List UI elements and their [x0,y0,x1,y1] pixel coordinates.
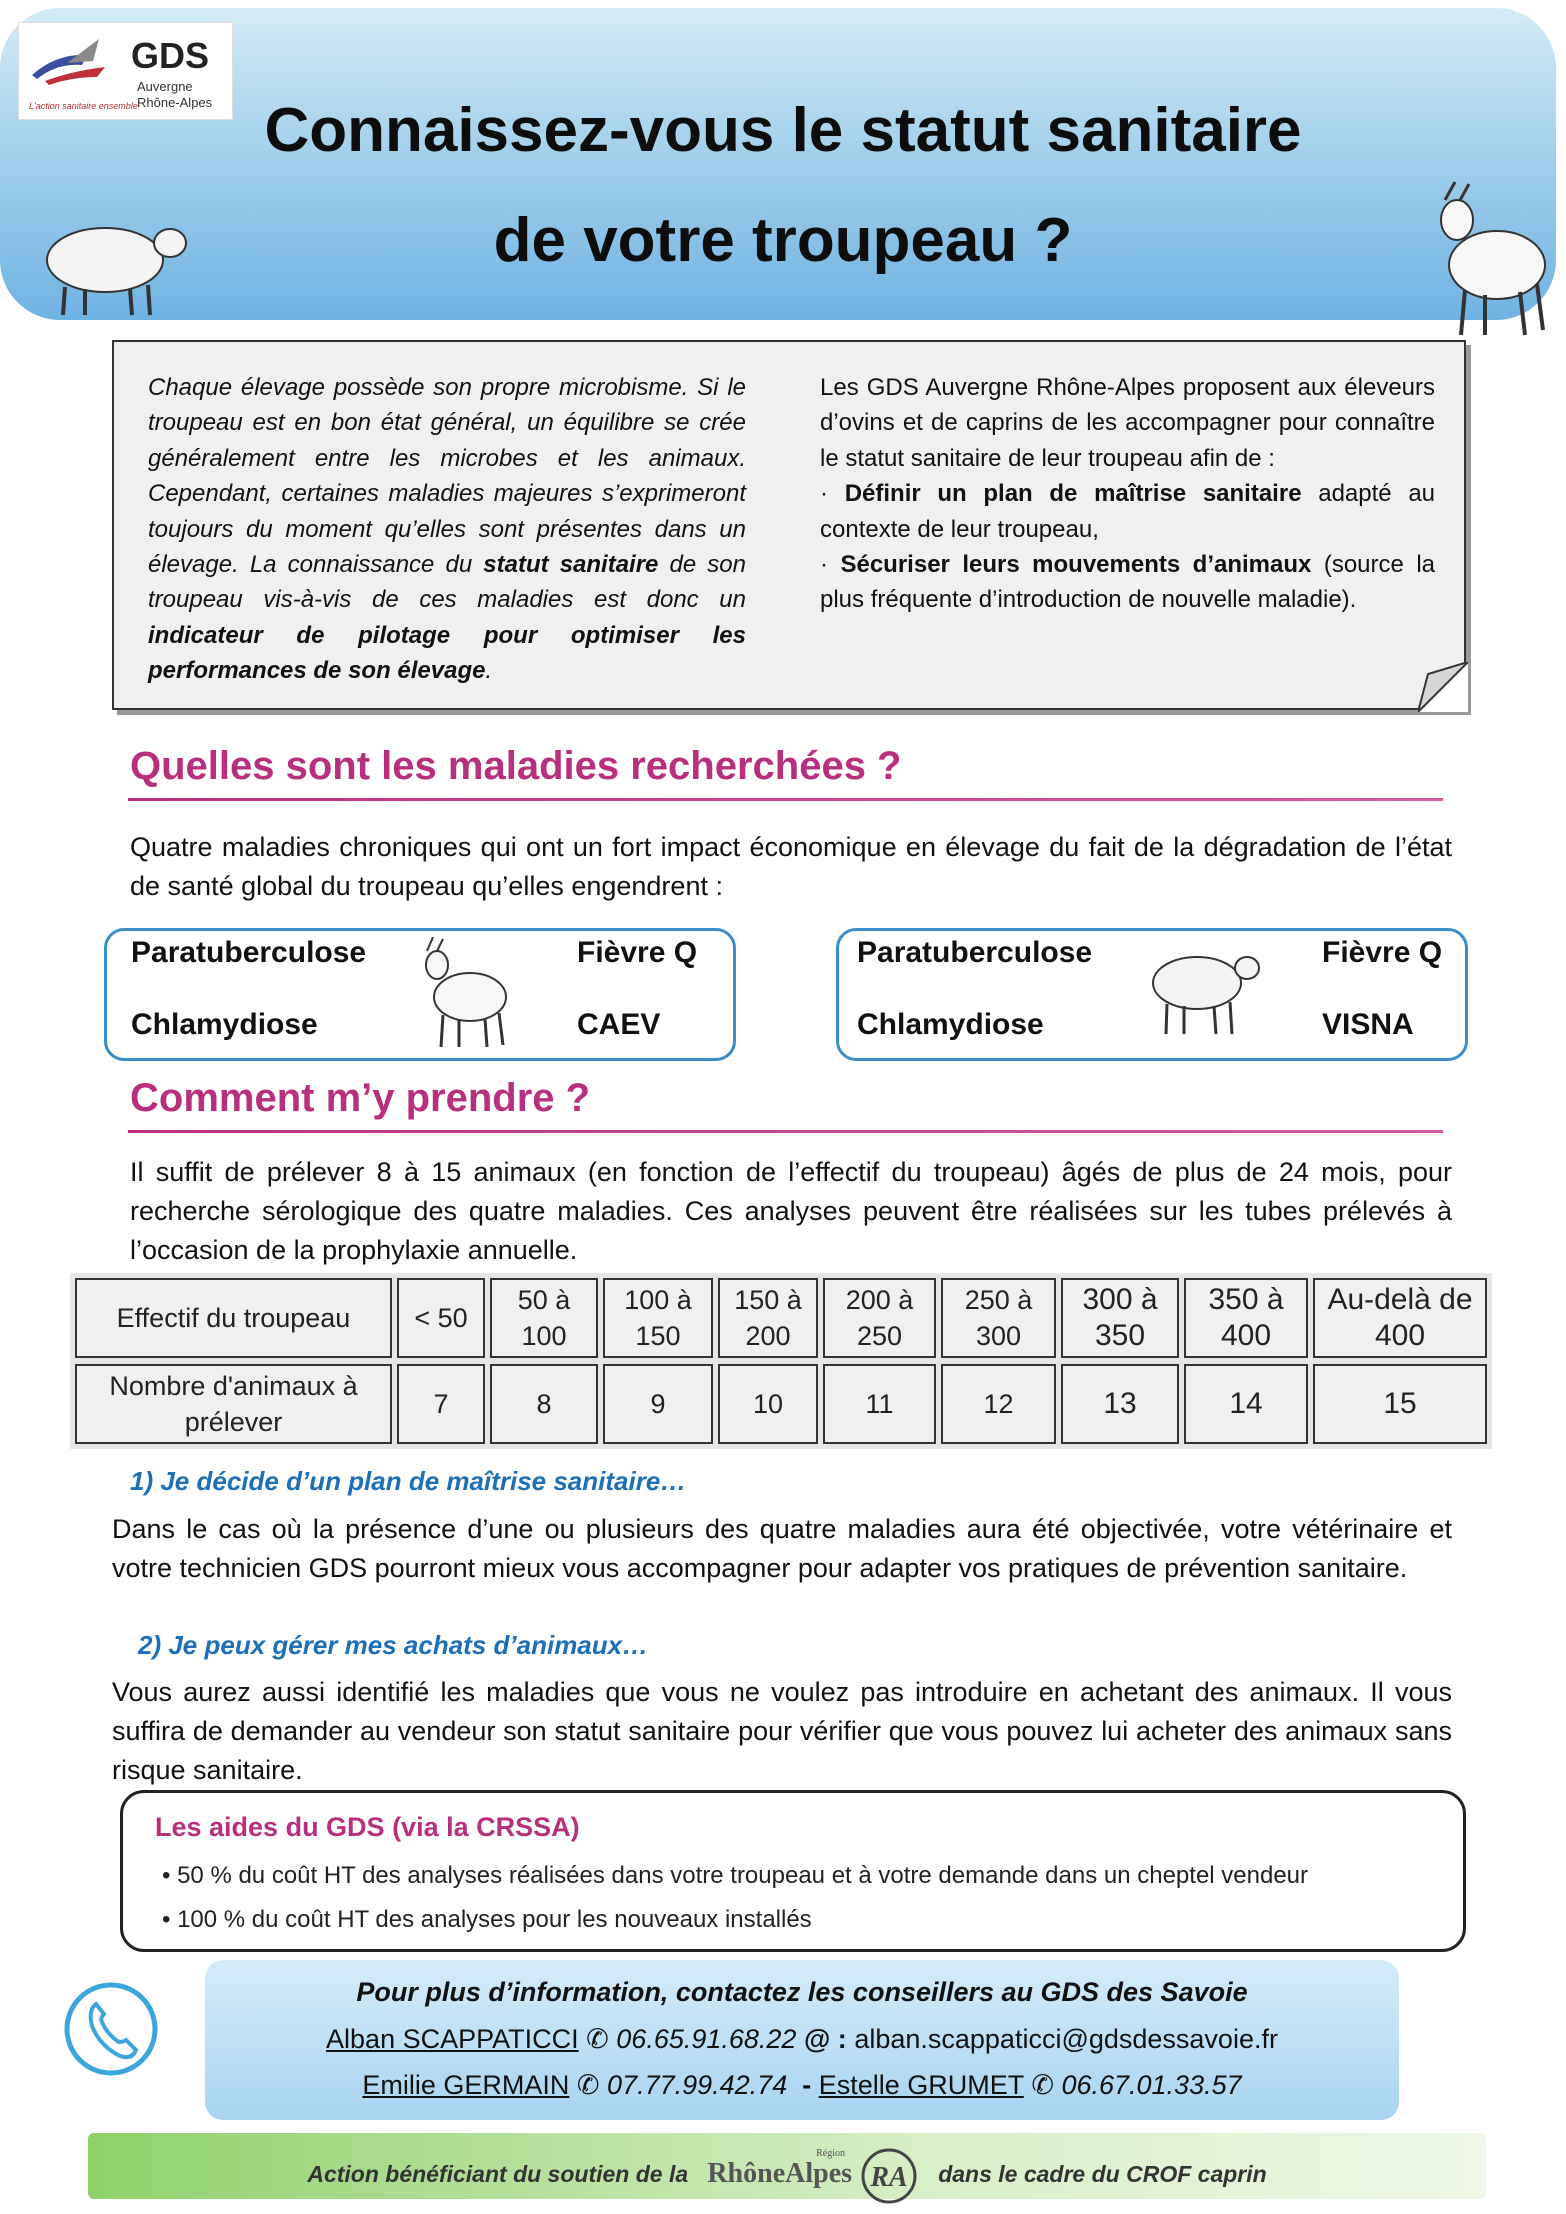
sheep-disease-visna: VISNA [1322,1008,1414,1041]
logo-sub1: Auvergne [137,79,193,94]
sheep-icon [1142,938,1262,1038]
table-header-effectif: Effectif du troupeau [75,1278,392,1358]
region-ra-logo [859,2146,919,2206]
sheep-disease-paratuberculose: Paratuberculose [857,936,1093,969]
table-value-cell: 8 [490,1364,598,1444]
table-header-cell: 150 à 200 [718,1278,818,1358]
page-title-line2: de votre troupeau ? [493,206,1073,275]
intro-bullet-2: · Sécuriser leurs mouvements d’animaux (source la plus fréquente d’introduction de nouvelle maladie). [820,551,1436,614]
step1-text: Dans le cas où la présence d’une ou plusieurs des quatre maladies aura été objectivée, votre vétérinaire et votre technicien GDS pourront mieux vous accompagner pour adapter vos pratiques de prévention sanitaire. [112,1514,1452,1583]
contact-line-1 [205,2024,1399,2055]
region-logo: RhôneAlpes Région [707,2148,853,2190]
contact-line-2 [205,2070,1399,2101]
goat-disease-fievre-q: Fièvre Q [577,936,698,969]
phone-icon [62,1980,160,2078]
table-value-cell: 12 [941,1364,1056,1444]
svg-text:RA: RA [870,2162,908,2193]
table-header-cell: 50 à 100 [490,1278,598,1358]
phone-glyph-icon: ✆ [1031,2070,1054,2100]
aides-item-2: • 100 % du coût HT des analyses pour les nouveaux installés [162,1906,812,1933]
table-value-cell: 14 [1184,1364,1308,1444]
contact-phone-2[interactable]: 07.77.99.42.74 [607,2070,788,2100]
contact-separator: - [802,2070,812,2100]
sheep-illustration [30,205,190,320]
step1-title: 1) Je décide d’un plan de maîtrise sanitaire… [130,1466,687,1496]
contact-heading: Pour plus d’information, contactez les conseillers au GDS des Savoie [356,1977,1248,2007]
intro-right-text [820,370,1435,618]
table-value-cell: 13 [1061,1364,1179,1444]
how-text: Il suffit de prélever 8 à 15 animaux (en fonction de l’effectif du troupeau) âgés de plus de 24 mois, pour recherche sérologique des quatre maladies. Ces analyses peuvent être réalisées sur les tubes prélevés à l’occasion de la prophylaxie annuelle. [130,1157,1452,1265]
contact-phone-3[interactable]: 06.67.01.33.57 [1061,2070,1242,2100]
table-header-cell: 250 à 300 [941,1278,1056,1358]
intro-left-text: Chaque élevage possède son propre microbisme. Si le troupeau est en bon état général, un équilibre se crée généralement entre les microbes et les animaux. Cependant, certaines maladies majeures s’exprimeront toujours du moment qu’elles sont présentes dans un élevage. La connaissance du statut sanitaire de son troupeau vis-à-vis de ces maladies est donc un indicateur de pilotage pour optimiser les performances de son élevage. [148,374,746,685]
goat-disease-chlamydiose: Chlamydiose [131,1008,318,1041]
sheep-disease-fievre-q: Fièvre Q [1322,936,1443,969]
contact-phone-1[interactable]: 06.65.91.68.22 [616,2024,797,2054]
step2-title: 2) Je peux gérer mes achats d’animaux… [138,1630,649,1660]
table-header-cell: 200 à 250 [823,1278,936,1358]
phone-glyph-icon: ✆ [576,2070,600,2100]
section-rule [128,1130,1443,1133]
section-title-how: Comment m’y prendre ? [130,1076,591,1120]
table-header-cell: Au-delà de 400 [1313,1278,1487,1358]
phone-glyph-icon: ✆ [586,2024,609,2054]
section-rule [128,798,1443,801]
step2-text: Vous aurez aussi identifié les maladies que vous ne voulez pas introduire en achetant des animaux. Il vous suffira de demander au vendeur son statut sanitaire pour vérifier que vous pouvez lui acheter des animaux sans risque sanitaire. [112,1677,1452,1785]
table-header-cell: < 50 [397,1278,485,1358]
footer-text: Action bénéficiant du soutien de la RhôneAlpes Région RA dans le cadre du CROF caprin [88,2146,1486,2206]
email-label: @ : [803,2024,847,2054]
contact-name-1[interactable]: Alban SCAPPATICCI [326,2024,579,2054]
contact-name-3[interactable]: Estelle GRUMET [818,2070,1024,2100]
intro-lead: Les GDS Auvergne Rhône-Alpes proposent aux éleveurs d’ovins et de caprins de les accompagner pour connaître le statut sanitaire de leur troupeau afin de : [820,374,1435,472]
table-header-cell: 100 à 150 [603,1278,713,1358]
contact-name-2[interactable]: Emilie GERMAIN [362,2070,570,2100]
goat-disease-paratuberculose: Paratuberculose [131,936,367,969]
logo-sub2: Rhône-Alpes [137,95,213,110]
intro-bullet-1: · Définir un plan de maîtrise sanitaire adapté au contexte de leur troupeau, [820,480,1436,543]
goat-icon [415,937,515,1052]
section-title-diseases: Quelles sont les maladies recherchées ? [130,744,902,788]
table-header-nombre: Nombre d'animaux à prélever [75,1364,392,1444]
table-value-cell: 10 [718,1364,818,1444]
contact-email[interactable]: alban.scappaticci@gdsdessavoie.fr [854,2024,1278,2054]
logo-name: GDS [131,35,210,76]
goat-disease-caev: CAEV [577,1008,661,1041]
table-value-cell: 9 [603,1364,713,1444]
logo-tagline: L'action sanitaire ensemble [29,101,138,111]
aides-title: Les aides du GDS (via la CRSSA) [155,1812,580,1842]
table-header-cell: 300 à 350 [1061,1278,1179,1358]
table-value-cell: 7 [397,1364,485,1444]
sampling-table [70,1273,1492,1449]
page-curl-corner [1418,662,1468,712]
table-value-cell: 15 [1313,1364,1487,1444]
diseases-intro-text: Quatre maladies chroniques qui ont un fort impact économique en élevage du fait de la dégradation de l’état de santé global du troupeau qu’elles engendrent : [130,832,1452,901]
gds-logo-icon [27,33,127,93]
aides-item-1: • 50 % du coût HT des analyses réalisées dans votre troupeau et à votre demande dans un cheptel vendeur [162,1862,1309,1889]
table-header-cell: 350 à 400 [1184,1278,1308,1358]
table-value-cell: 11 [823,1364,936,1444]
sheep-disease-chlamydiose: Chlamydiose [857,1008,1044,1041]
goat-illustration [1425,180,1555,340]
page-title-line1: Connaissez-vous le statut sanitaire [264,96,1302,165]
